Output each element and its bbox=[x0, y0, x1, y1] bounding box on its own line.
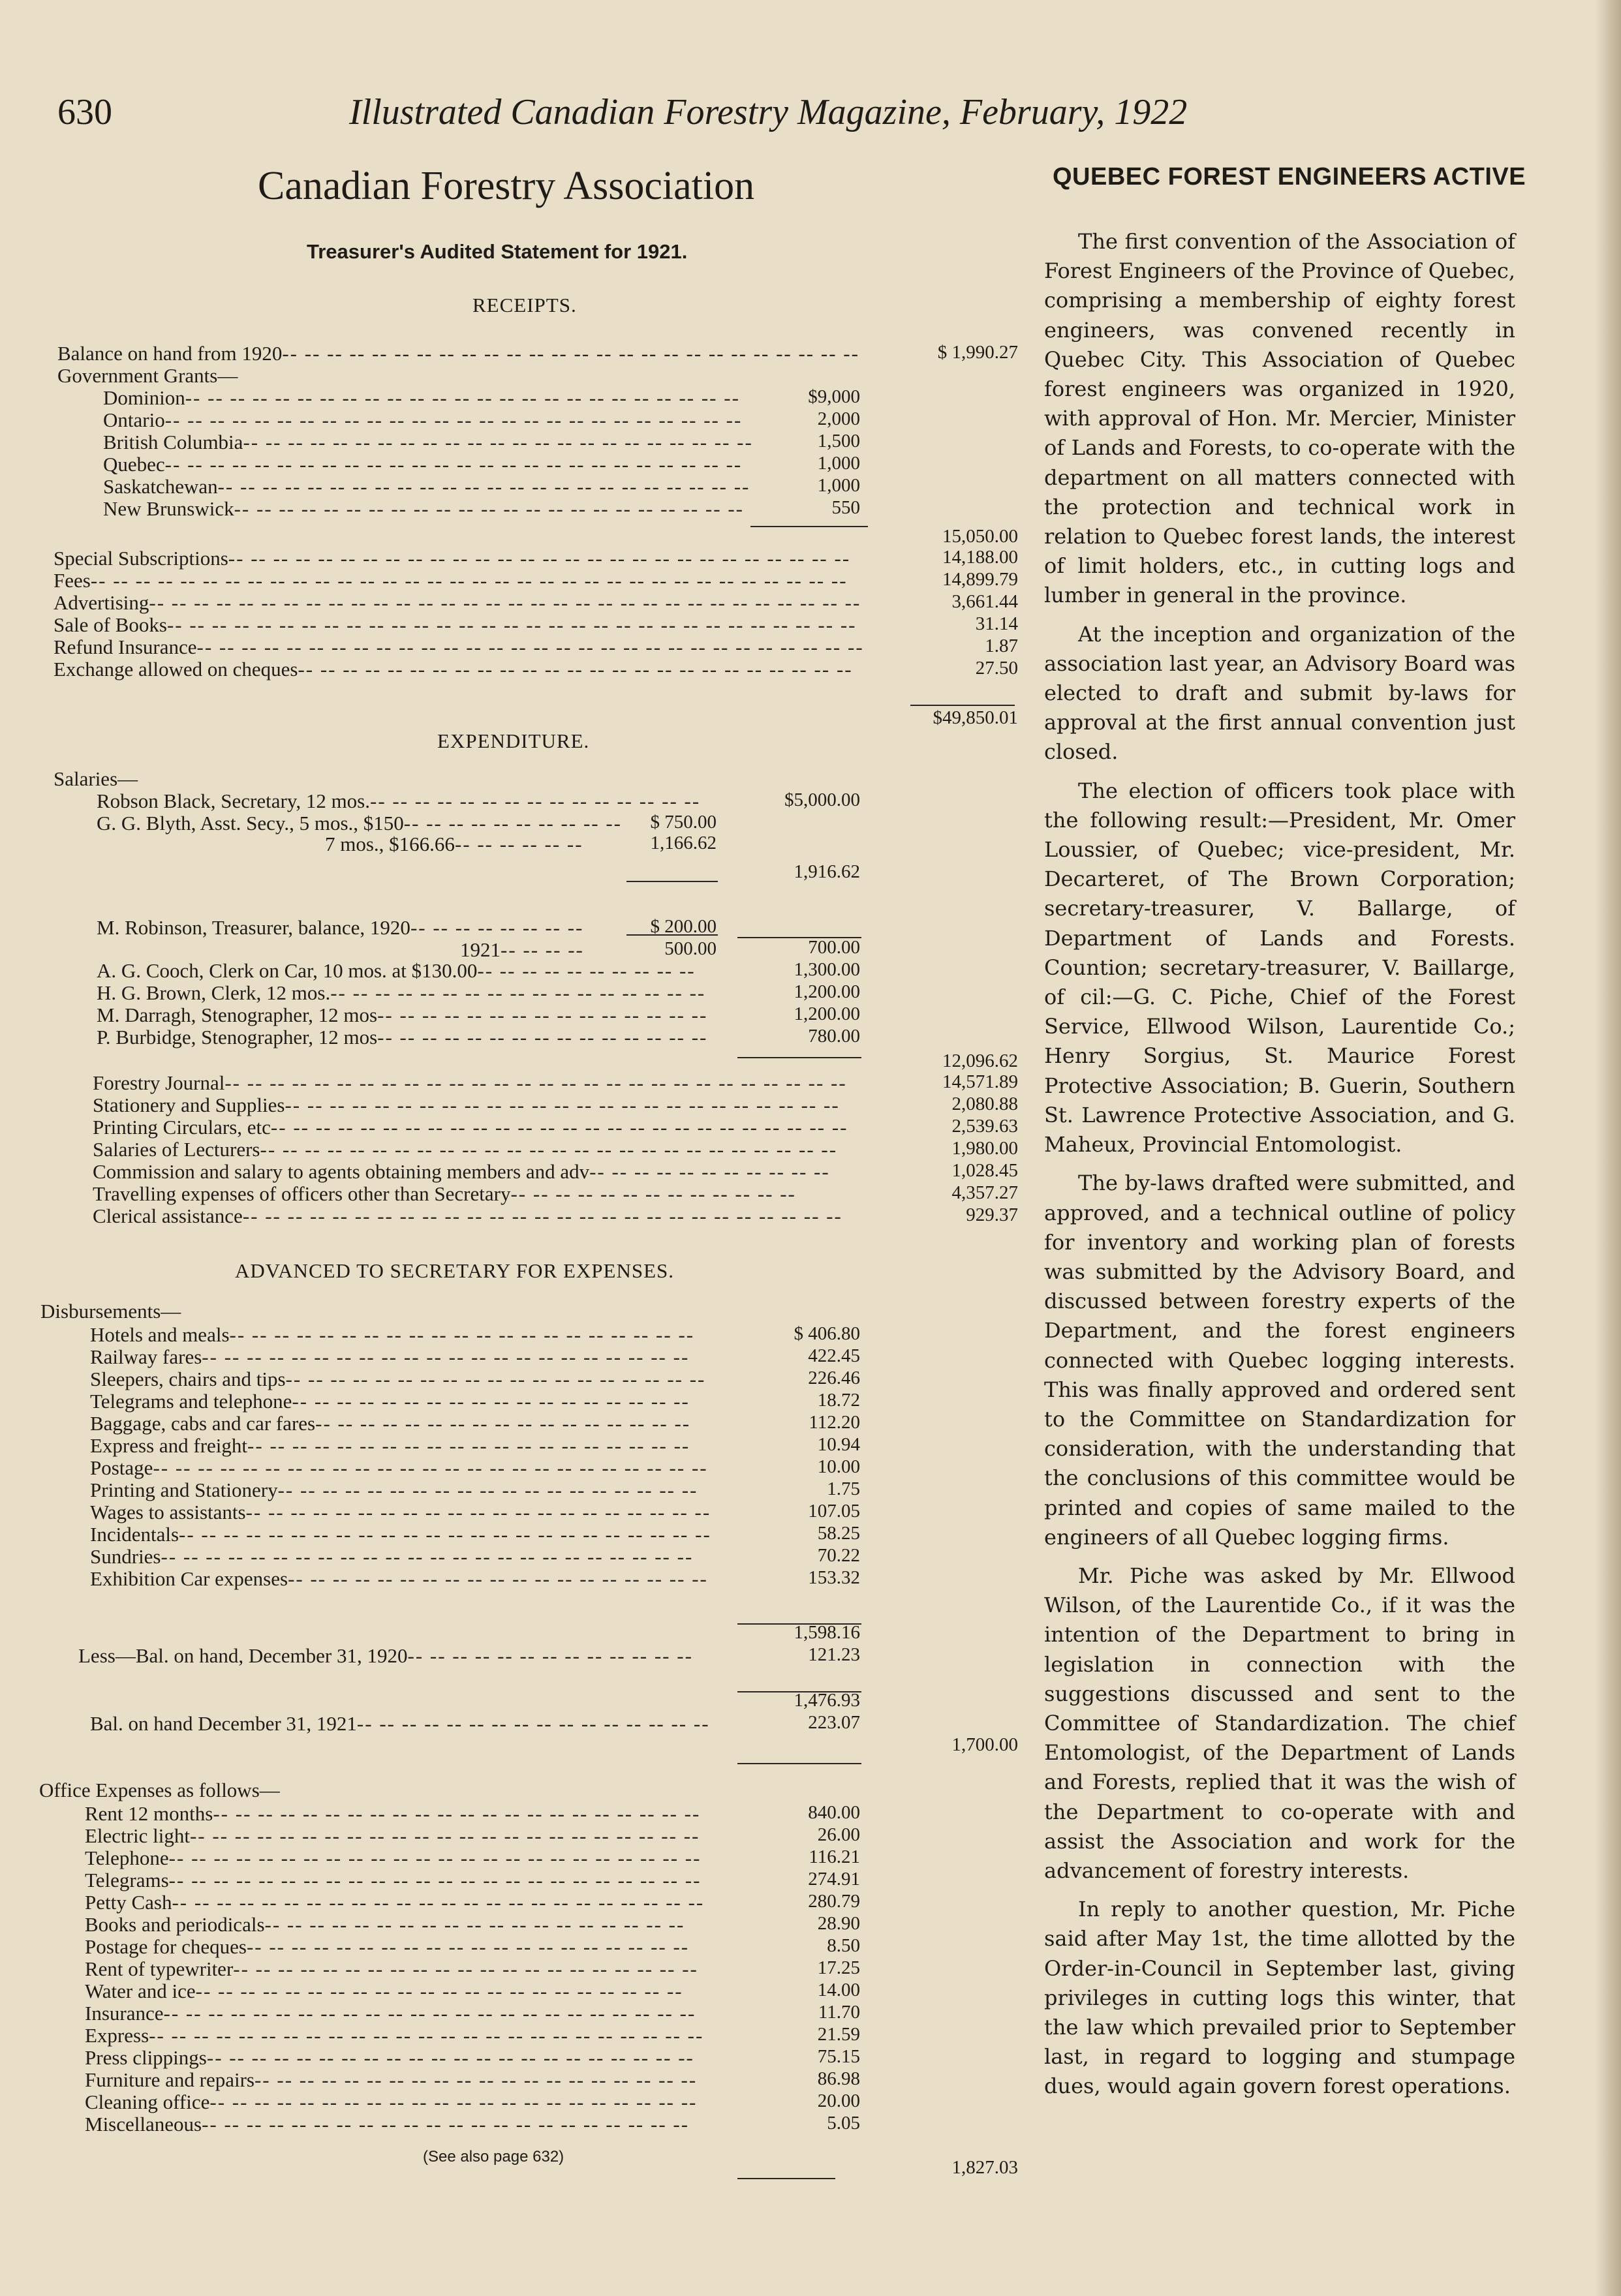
ledger-amount: $ 750.00 bbox=[650, 812, 717, 833]
article-paragraph: The first convention of the Association of Forest Engineers of the Province of Quebec, comprising a membership of eighty forest engineers, was convened recently in Quebec City. This Association of Quebec forest engineers was organized in 1920, with approval of Hon. Mr. Mercier, Minister of Lands and Forests, to co-operate with the department on all matters connected with the protection and technical work in relation to Quebec forest lands, the interest of limit holders, etc., in cutting logs and lumber in general in the province. bbox=[1044, 229, 1515, 608]
ledger-amount: 1,300.00 bbox=[794, 959, 860, 980]
ledger-row-label bbox=[54, 547, 850, 570]
ledger-amount: 4,357.27 bbox=[951, 1182, 1018, 1203]
ledger-row-label bbox=[85, 1869, 701, 1892]
ledger-label-text: Telephone bbox=[85, 1846, 169, 1869]
article-paragraph: At the inception and organization of the association last year, an Advisory Board was elected to draft and submit by-laws for approval at the first annual convention just closed. bbox=[1044, 621, 1515, 765]
ledger-label-text: P. Burbidge, Stenographer, 12 mos bbox=[97, 1026, 378, 1049]
ledger-label-text: M. Robinson, Treasurer, balance, 1920 bbox=[97, 916, 410, 939]
leader-dashes: -- -- -- -- -- -- -- -- -- -- -- -- -- -- -- -- -- -- -- -- -- -- -- -- -- bbox=[285, 1094, 840, 1116]
leader-dashes: -- -- -- -- -- -- -- -- -- -- -- -- -- -- -- -- -- -- -- -- -- -- -- -- -- bbox=[185, 386, 740, 409]
ledger-amount: 280.79 bbox=[808, 1891, 860, 1912]
sum-rule bbox=[737, 937, 861, 938]
ledger-amount: 2,539.63 bbox=[951, 1116, 1018, 1137]
expenditure-heading: EXPENDITURE. bbox=[437, 729, 590, 752]
ledger-amount: 11.70 bbox=[818, 2002, 860, 2023]
leader-dashes: -- -- -- -- -- -- -- -- -- -- -- -- -- -- -- -- -- -- -- -- -- -- -- -- -- -- -- -- -- -- bbox=[196, 635, 864, 658]
ledger-label-text: Printing and Stationery bbox=[90, 1478, 278, 1501]
leader-dashes: -- -- -- -- -- -- -- -- -- -- -- -- -- -- -- -- -- -- -- -- bbox=[247, 1434, 690, 1457]
ledger-row-label bbox=[90, 1345, 689, 1369]
ledger-label-text: Government Grants— bbox=[57, 364, 238, 387]
ledger-row-label bbox=[93, 1138, 837, 1161]
ledger-label-text: Saskatchewan bbox=[103, 475, 218, 498]
leader-dashes: -- -- -- -- -- -- -- -- -- -- -- -- -- -- -- -- -- -- -- -- -- -- -- -- -- -- -- -- bbox=[228, 547, 851, 570]
page-number: 630 bbox=[57, 92, 112, 132]
ledger-row-label bbox=[93, 1094, 840, 1117]
ledger-label-text: Dominion bbox=[103, 386, 185, 409]
ledger-label-text: Sale of Books bbox=[54, 613, 167, 636]
leader-dashes: -- -- -- -- -- -- -- -- -- -- -- -- -- -- -- -- -- -- -- -- -- -- -- -- bbox=[179, 1523, 711, 1546]
ledger-row-label bbox=[54, 613, 856, 637]
ledger-row-label bbox=[90, 1456, 708, 1480]
sum-rule bbox=[910, 705, 1015, 706]
leader-dashes: -- -- -- -- -- -- -- -- -- -- -- -- -- -- -- -- -- -- -- -- -- -- -- -- -- -- bbox=[260, 1138, 838, 1161]
ledger-label-text: Disbursements— bbox=[40, 1300, 181, 1323]
leader-dashes: -- -- -- -- -- -- -- -- -- -- -- -- -- -- -- -- -- -- -- -- -- -- -- -- -- -- -- -- bbox=[224, 1071, 847, 1094]
leader-dashes: -- -- -- -- -- -- -- -- -- -- -- -- -- -- -- -- -- -- -- -- -- -- -- -- bbox=[163, 2002, 696, 2025]
ledger-row-label bbox=[103, 497, 744, 521]
ledger-label-text: Printing Circulars, etc bbox=[93, 1116, 271, 1139]
ledger-label-text: Hotels and meals bbox=[90, 1323, 230, 1346]
ledger-row-label bbox=[93, 1071, 847, 1095]
ledger-amount: 14,188.00 bbox=[942, 547, 1018, 568]
ledger-row-label bbox=[54, 591, 861, 615]
ledger-label-text: British Columbia bbox=[103, 431, 243, 453]
ledger-row-label bbox=[54, 658, 853, 681]
ledger-amount: 27.50 bbox=[975, 658, 1018, 679]
leader-dashes: -- -- -- -- -- -- -- -- -- -- -- -- -- -- -- -- -- -- -- -- -- bbox=[245, 1501, 711, 1523]
ledger-row-label bbox=[90, 1412, 690, 1435]
ledger-label-text: Baggage, cabs and car fares bbox=[90, 1412, 316, 1435]
leader-dashes: -- -- -- -- -- -- -- -- -- -- -- -- -- -- -- -- -- -- -- -- -- -- bbox=[202, 2113, 690, 2135]
footnote: (See also page 632) bbox=[423, 2148, 564, 2166]
ledger-amount: 929.37 bbox=[966, 1204, 1018, 1225]
article-paragraph: Mr. Piche was asked by Mr. Ellwood Wilson, of the Laurentide Co., if it was the intention of the Department to bring in legislation in connection with the suggestions discussed and sent to the Committee of Standardization. The chief Entomologist, of the Department of Lands and Forests, replied that it was the wish of the Department to co-operate with and assist the Association and work for the advancement of forestry interests. bbox=[1044, 1563, 1515, 1883]
leader-dashes: -- -- -- -- -- -- -- -- -- -- -- -- -- -- -- -- -- -- -- -- -- -- -- -- -- bbox=[149, 2024, 704, 2047]
ledger-label-text: Water and ice bbox=[85, 1980, 196, 2002]
sum-rule bbox=[626, 934, 718, 936]
article-paragraph: The by-laws drafted were submitted, and approved, and a technical outline of policy for inventory and working plan of forests was submitted by the Advisory Board, and discussed between forestry experts of the Department, and the forest engineers connected with Quebec logging interests. This was finally approved and ordered sent to the Committee on Standardization for consideration, with the understanding that the conclusions of this committee would be printed and copies of same mailed to the engineers of all Quebec logging firms. bbox=[1044, 1171, 1515, 1550]
ledger-label-text: Special Subscriptions bbox=[54, 547, 228, 570]
ledger-label-text: Railway fares bbox=[90, 1345, 202, 1368]
ledger-row-label bbox=[90, 1390, 690, 1413]
ledger-amount: $5,000.00 bbox=[784, 789, 860, 810]
sum-rule bbox=[750, 526, 868, 527]
ledger-amount: 5.05 bbox=[827, 2113, 860, 2134]
leader-dashes: -- -- -- -- -- -- -- -- -- -- -- -- -- -- -- bbox=[370, 789, 701, 812]
ledger-label-text: Telegrams and telephone bbox=[90, 1390, 292, 1413]
ledger-row-label bbox=[90, 1567, 708, 1591]
ledger-amount: 8.50 bbox=[827, 1935, 860, 1956]
ledger-row-label bbox=[103, 431, 753, 454]
ledger-label-text: Electric light bbox=[85, 1824, 190, 1847]
leader-dashes: -- -- -- -- -- -- -- -- -- -- -- -- -- bbox=[510, 1182, 796, 1205]
leader-dashes: -- -- -- -- -- -- -- -- -- -- -- -- -- -- -- -- -- -- -- -- -- -- -- -- -- -- -- -- -- -- -- bbox=[166, 613, 857, 636]
receipts-heading: RECEIPTS. bbox=[472, 294, 577, 316]
leader-dashes: -- -- -- -- -- -- -- -- -- -- -- -- -- -- -- -- -- -- -- bbox=[264, 1913, 685, 1936]
ledger-row-label bbox=[90, 1501, 711, 1524]
ledger-amount: 550 bbox=[831, 497, 860, 518]
leader-dashes: -- -- -- -- -- -- -- -- -- -- -- -- -- -- -- -- -- -- -- -- -- -- -- -- -- bbox=[153, 1456, 708, 1479]
ledger-row-label bbox=[93, 1182, 796, 1206]
ledger-row-label bbox=[85, 2024, 703, 2047]
ledger-amount: 780.00 bbox=[808, 1026, 860, 1047]
ledger-label-text: Rent of typewriter bbox=[85, 1957, 234, 1980]
leader-dashes: -- -- -- -- -- -- -- -- -- -- -- -- -- -- -- bbox=[377, 1026, 708, 1049]
ledger-row-label bbox=[103, 408, 742, 432]
ledger-row-label bbox=[85, 1824, 700, 1848]
ledger-row-label bbox=[85, 1913, 685, 1936]
ledger-amount: 1,166.62 bbox=[650, 833, 717, 853]
ledger-amount: 14,899.79 bbox=[942, 569, 1018, 590]
leader-dashes: -- -- -- -- -- -- -- -- -- -- -- -- -- -- -- -- -- -- -- bbox=[277, 1478, 698, 1501]
leader-dashes: -- -- -- -- -- -- -- -- bbox=[410, 916, 584, 939]
statement-subtitle: Treasurer's Audited Statement for 1921. bbox=[307, 240, 688, 263]
ledger-label-text: Refund Insurance bbox=[54, 635, 197, 658]
leader-dashes: -- -- -- -- -- -- -- -- -- -- -- -- -- -- -- -- -- -- -- -- -- bbox=[233, 1957, 698, 1980]
ledger-amount: 1,916.62 bbox=[794, 861, 860, 882]
ledger-label-text: Exchange allowed on cheques bbox=[54, 658, 298, 681]
ledger-amount: 21.59 bbox=[817, 2024, 860, 2045]
ledger-row-label bbox=[97, 959, 696, 983]
ledger-label-text: 7 mos., $166.66 bbox=[325, 833, 455, 855]
leader-dashes: -- -- -- -- -- -- -- -- -- -- -- -- -- -- -- -- -- -- -- -- -- -- bbox=[202, 1345, 690, 1368]
ledger-label-text: Advertising bbox=[54, 591, 149, 614]
ledger-row-label bbox=[85, 2002, 696, 2025]
ledger-label-text: Telegrams bbox=[85, 1869, 169, 1891]
ledger-label-text: Express bbox=[85, 2024, 149, 2047]
ledger-row-label bbox=[90, 1434, 690, 1458]
leader-dashes: -- -- -- -- -- -- -- -- -- -- bbox=[477, 959, 696, 982]
leader-dashes: -- -- -- -- -- -- -- -- -- -- -- -- -- -- -- -- -- -- -- -- -- -- -- bbox=[189, 1824, 700, 1847]
ledger-row-label bbox=[40, 1300, 181, 1323]
leader-dashes: -- -- -- -- bbox=[501, 938, 584, 961]
ledger-row-label bbox=[93, 1204, 842, 1228]
leader-dashes: -- -- -- -- -- -- -- -- -- -- -- bbox=[589, 1160, 830, 1183]
ledger-row-label bbox=[54, 635, 864, 659]
ledger-amount: 14,571.89 bbox=[942, 1071, 1018, 1092]
ledger-label-text: Sleepers, chairs and tips bbox=[90, 1368, 286, 1390]
ledger-amount: 14.00 bbox=[817, 1980, 860, 2000]
ledger-row-label bbox=[103, 386, 740, 410]
leader-dashes: -- -- -- -- -- -- -- -- -- -- -- -- -- -- -- -- -- -- -- -- -- -- -- -- bbox=[168, 1869, 702, 1891]
article-paragraph: In reply to another question, Mr. Piche said after May 1st, the time allotted by the Order-in-Council in September last, giving privileges in cutting logs this winter, that the law which prevailed prior to September last, in regard to logging and stumpage dues, would again govern forest operations. bbox=[1044, 1897, 1515, 2099]
ledger-label-text: Petty Cash bbox=[85, 1891, 172, 1914]
ledger-amount: 1,028.45 bbox=[951, 1160, 1018, 1181]
ledger-label-text: Rent 12 months bbox=[85, 1802, 213, 1825]
sum-rule bbox=[626, 881, 718, 882]
ledger-amount: 116.21 bbox=[809, 1846, 860, 1867]
ledger-amount: 121.23 bbox=[808, 1644, 860, 1665]
ledger-label-text: Robson Black, Secretary, 12 mos. bbox=[97, 789, 370, 812]
leader-dashes: -- -- -- -- -- -- -- -- -- -- -- -- -- -- -- -- -- -- -- -- -- -- -- bbox=[243, 431, 753, 453]
leader-dashes: -- -- -- -- -- -- -- -- -- -- -- -- -- bbox=[407, 1644, 693, 1667]
ledger-label-text: Salaries of Lecturers bbox=[93, 1138, 260, 1161]
ledger-label-text: Salaries— bbox=[54, 767, 138, 790]
ledger-label-text: A. G. Cooch, Clerk on Car, 10 mos. at $130.00 bbox=[97, 959, 478, 982]
ledger-row-label bbox=[103, 453, 742, 476]
leader-dashes: -- -- -- -- -- -- -- -- -- -- -- -- -- -- -- -- -- -- -- -- -- -- -- -- -- -- -- -- -- -- -- -- bbox=[149, 591, 861, 614]
leader-dashes: -- -- -- -- -- -- -- -- -- -- -- -- -- -- -- -- -- -- -- -- bbox=[246, 1935, 690, 1958]
ledger-amount: 1,000 bbox=[817, 475, 860, 496]
ledger-amount: 2,080.88 bbox=[951, 1094, 1018, 1114]
sum-rule bbox=[737, 1691, 861, 1692]
ledger-label-text: Balance on hand from 1920 bbox=[57, 342, 283, 365]
leader-dashes: -- -- -- -- -- -- -- -- -- -- -- -- -- -- -- -- bbox=[356, 1712, 710, 1735]
ledger-amount: 12,096.62 bbox=[942, 1050, 1018, 1071]
ledger-amount: 86.98 bbox=[817, 2068, 860, 2089]
ledger-label-text: Clerical assistance bbox=[93, 1204, 243, 1227]
leader-dashes: -- -- -- -- -- -- -- -- -- -- -- -- -- -- -- -- -- -- -- -- -- -- -- -- bbox=[172, 1891, 705, 1914]
ledger-amount: 1,700.00 bbox=[951, 1734, 1018, 1755]
leader-dashes: -- -- -- -- -- -- -- -- -- -- -- -- -- -- -- -- -- -- -- -- -- -- -- -- bbox=[168, 1846, 702, 1869]
leader-dashes: -- -- -- -- -- -- -- -- -- -- -- -- -- -- -- -- -- -- -- -- -- -- -- -- -- -- bbox=[164, 453, 743, 476]
ledger-row-label bbox=[54, 767, 138, 791]
ledger-row-label bbox=[97, 1026, 707, 1049]
ledger-row-label bbox=[85, 1846, 701, 1870]
ledger-amount: 75.15 bbox=[817, 2046, 860, 2067]
ledger-amount: 1,500 bbox=[817, 431, 860, 452]
ledger-label-text: Insurance bbox=[85, 2002, 164, 2025]
ledger-label-text: Incidentals bbox=[90, 1523, 179, 1546]
ledger-row-label bbox=[57, 342, 859, 365]
ledger-amount: 223.07 bbox=[808, 1712, 860, 1733]
ledger-row-label bbox=[460, 938, 584, 962]
statement-title: Canadian Forestry Association bbox=[258, 164, 755, 208]
ledger-row-label bbox=[325, 833, 583, 856]
ledger-row-label bbox=[97, 812, 622, 835]
ledger-label-text: Quebec bbox=[103, 453, 165, 476]
ledger-amount: 500.00 bbox=[664, 938, 717, 959]
leader-dashes: -- -- -- -- -- -- -- -- -- -- -- -- -- -- -- -- -- bbox=[315, 1412, 691, 1435]
ledger-amount: 1,980.00 bbox=[951, 1138, 1018, 1159]
ledger-label-text: Stationery and Supplies bbox=[93, 1094, 285, 1116]
article-heading: QUEBEC FOREST ENGINEERS ACTIVE bbox=[1053, 163, 1526, 191]
sum-rule bbox=[737, 1623, 861, 1625]
ledger-row-label bbox=[93, 1116, 848, 1139]
article-paragraph: The election of officers took place with the following result:—President, Mr. Omer Loussier, of Quebec; vice-president, Mr. Decarteret, of The Brown Corporation; secretary-treasurer, V. Ballarge, of Department of Lands and Forests. Countion; secretary-treasurer, V. Baillarge, of cil:—G. C. Piche, Chief of the Forest Service, Ellwood Wilson, Laurentide Co.; Henry Sorgius, St. Maurice Forest Protective Association; B. Guerin, Southern St. Lawrence Protective Association, and G. Maheux, Provincial Entomologist. bbox=[1044, 778, 1515, 1157]
ledger-label-text: Sundries bbox=[90, 1545, 161, 1568]
ledger-label-text: Less—Bal. on hand, December 31, 1920 bbox=[78, 1644, 408, 1667]
leader-dashes: -- -- -- -- -- -- -- -- -- -- -- -- -- -- -- -- -- -- -- -- -- -- bbox=[195, 1980, 683, 2002]
ledger-row-label bbox=[85, 1935, 689, 1959]
ledger-label-text: Miscellaneous bbox=[85, 2113, 202, 2135]
ledger-row-label bbox=[103, 475, 750, 498]
leader-dashes: -- -- -- -- -- -- -- -- -- -- -- -- -- -- -- -- -- -- -- -- -- -- -- -- -- -- bbox=[164, 408, 743, 431]
ledger-amount: 153.32 bbox=[808, 1567, 860, 1588]
ledger-row-label bbox=[90, 1712, 710, 1736]
ledger-amount: 1.87 bbox=[985, 635, 1018, 656]
ledger-label-text: Furniture and repairs bbox=[85, 2068, 255, 2091]
leader-dashes: -- -- -- -- -- -- -- -- -- -- -- -- -- -- -- -- -- -- -- -- -- -- -- bbox=[234, 497, 744, 520]
ledger-label-text: Exhibition Car expenses bbox=[90, 1567, 288, 1590]
page-edge-shadow bbox=[1595, 0, 1621, 2296]
ledger-label-text: G. G. Blyth, Asst. Secy., 5 mos., $150 bbox=[97, 812, 404, 834]
advanced-heading: ADVANCED TO SECRETARY FOR EXPENSES. bbox=[235, 1259, 675, 1282]
ledger-amount: 1,827.03 bbox=[951, 2157, 1018, 2178]
ledger-label-text: Cleaning office bbox=[85, 2090, 210, 2113]
ledger-amount: 15,050.00 bbox=[942, 526, 1018, 547]
ledger-row-label bbox=[97, 981, 705, 1005]
leader-dashes: -- -- -- -- -- -- -- -- -- -- -- -- -- -- -- -- -- -- -- bbox=[288, 1567, 708, 1590]
sum-rule bbox=[737, 1057, 861, 1058]
leader-dashes: -- -- -- -- -- -- -- -- -- -- -- -- -- -- -- -- -- -- -- -- bbox=[254, 2068, 698, 2091]
ledger-amount: $49,850.01 bbox=[933, 707, 1018, 728]
ledger-amount: 1.75 bbox=[827, 1478, 860, 1499]
ledger-amount: 1,200.00 bbox=[794, 1003, 860, 1024]
ledger-amount: 10.94 bbox=[817, 1434, 860, 1455]
ledger-amount: 107.05 bbox=[808, 1501, 860, 1522]
ledger-label-text: M. Darragh, Stenographer, 12 mos bbox=[97, 1003, 378, 1026]
ledger-row-label bbox=[97, 789, 700, 813]
ledger-amount: 112.20 bbox=[809, 1412, 860, 1433]
leader-dashes: -- -- -- -- -- -- -- -- -- -- -- -- -- -- -- -- -- -- -- -- -- -- -- -- -- -- bbox=[282, 342, 859, 365]
ledger-amount: 70.22 bbox=[817, 1545, 860, 1566]
ledger-amount: $ 1,990.27 bbox=[937, 342, 1018, 363]
ledger-row-label bbox=[85, 2113, 689, 2136]
ledger-label-text: Commission and salary to agents obtaining members and adv bbox=[93, 1160, 590, 1183]
ledger-label-text: Forestry Journal bbox=[93, 1071, 225, 1094]
ledger-label-text: Office Expenses as follows— bbox=[39, 1779, 280, 1801]
ledger-label-text: Postage for cheques bbox=[85, 1935, 247, 1958]
ledger-row-label bbox=[54, 569, 848, 592]
ledger-row-label bbox=[78, 1644, 693, 1668]
ledger-amount: 274.91 bbox=[808, 1869, 860, 1890]
ledger-label-text: New Brunswick bbox=[103, 497, 234, 520]
leader-dashes: -- -- -- -- -- -- -- -- -- -- -- -- -- -- -- -- -- -- -- -- -- -- bbox=[206, 2046, 694, 2069]
ledger-label-text: Bal. on hand December 31, 1921 bbox=[90, 1712, 357, 1735]
running-header: Illustrated Canadian Forestry Magazine, February, 1922 bbox=[349, 92, 1188, 132]
ledger-label-text: Travelling expenses of officers other than Secretary bbox=[93, 1182, 511, 1205]
ledger-row-label bbox=[90, 1523, 711, 1546]
leader-dashes: -- -- -- -- -- -- -- -- -- -- -- -- -- -- -- -- -- -- -- -- -- -- -- -- bbox=[217, 475, 750, 498]
leader-dashes: -- -- -- -- -- -- -- -- -- -- -- -- -- -- -- -- -- -- bbox=[292, 1390, 690, 1413]
sum-rule bbox=[737, 2178, 835, 2179]
ledger-amount: 840.00 bbox=[808, 1802, 860, 1823]
ledger-row-label bbox=[90, 1323, 694, 1347]
leader-dashes: -- -- -- -- -- -- -- -- -- -- -- -- -- -- -- -- -- -- -- -- -- -- -- -- bbox=[161, 1545, 694, 1568]
ledger-label-text: Fees bbox=[54, 569, 91, 592]
leader-dashes: -- -- -- -- -- -- -- -- -- -- -- -- -- -- -- -- -- -- -- -- -- -- bbox=[213, 1802, 701, 1825]
ledger-row-label bbox=[85, 1957, 698, 1981]
ledger-row-label bbox=[90, 1545, 693, 1569]
sum-rule bbox=[737, 1763, 861, 1764]
ledger-row-label bbox=[90, 1368, 705, 1391]
ledger-amount: 58.25 bbox=[817, 1523, 860, 1544]
leader-dashes: -- -- -- -- -- -- -- -- -- -- -- -- -- -- -- bbox=[377, 1003, 708, 1026]
leader-dashes: -- -- -- -- -- -- -- -- -- -- -- -- -- -- -- -- -- -- -- -- -- -- -- -- -- -- -- -- -- -- -- -- -- -- bbox=[90, 569, 848, 592]
ledger-label-text: Express and freight bbox=[90, 1434, 248, 1457]
ledger-row-label bbox=[85, 2090, 697, 2114]
ledger-amount: 2,000 bbox=[817, 408, 860, 429]
ledger-amount: 17.25 bbox=[817, 1957, 860, 1978]
ledger-amount: 10.00 bbox=[817, 1456, 860, 1477]
article-body bbox=[1044, 227, 1515, 2111]
ledger-row-label bbox=[90, 1478, 698, 1502]
leader-dashes: -- -- -- -- -- -- -- -- -- -- -- -- -- -- -- -- -- -- -- -- -- bbox=[229, 1323, 695, 1346]
leader-dashes: -- -- -- -- -- -- -- -- -- -- bbox=[403, 812, 622, 834]
ledger-row-label bbox=[85, 1980, 683, 2003]
ledger-row-label bbox=[97, 1003, 707, 1027]
ledger-amount: 26.00 bbox=[817, 1824, 860, 1845]
ledger-amount: 18.72 bbox=[817, 1390, 860, 1411]
ledger-row-label bbox=[85, 2046, 694, 2070]
ledger-amount: 226.46 bbox=[808, 1368, 860, 1388]
ledger-amount: $ 200.00 bbox=[650, 916, 717, 937]
ledger-row-label bbox=[85, 2068, 697, 2092]
leader-dashes: -- -- -- -- -- -- -- -- -- -- -- -- -- -- -- -- -- -- -- -- -- -- -- -- -- -- -- bbox=[242, 1204, 842, 1227]
ledger-amount: 3,661.44 bbox=[951, 591, 1018, 612]
ledger-amount: 1,000 bbox=[817, 453, 860, 474]
ledger-label-text: Press clippings bbox=[85, 2046, 207, 2069]
ledger-amount: 1,200.00 bbox=[794, 981, 860, 1002]
ledger-row-label bbox=[97, 916, 583, 940]
leader-dashes: -- -- -- -- -- -- -- -- -- -- -- -- -- -- -- -- -- -- -- -- -- -- -- -- -- -- bbox=[270, 1116, 848, 1139]
ledger-amount: 1,598.16 bbox=[794, 1622, 860, 1643]
ledger-label-text: 1921 bbox=[460, 938, 501, 961]
ledger-amount: 31.14 bbox=[975, 613, 1018, 634]
ledger-row-label bbox=[85, 1802, 700, 1826]
leader-dashes: -- -- -- -- -- -- -- -- -- -- -- -- -- -- -- -- -- bbox=[330, 981, 706, 1004]
leader-dashes: -- -- -- -- -- -- -- -- -- -- -- -- -- -- -- -- -- -- -- -- -- -- bbox=[209, 2090, 698, 2113]
ledger-row-label bbox=[39, 1779, 280, 1802]
ledger-amount: $9,000 bbox=[808, 386, 860, 407]
ledger-row-label bbox=[93, 1160, 830, 1184]
ledger-label-text: H. G. Brown, Clerk, 12 mos. bbox=[97, 981, 331, 1004]
ledger-amount: $ 406.80 bbox=[794, 1323, 860, 1344]
ledger-amount: 28.90 bbox=[817, 1913, 860, 1934]
ledger-amount: 422.45 bbox=[808, 1345, 860, 1366]
ledger-label-text: Wages to assistants bbox=[90, 1501, 246, 1523]
ledger-row-label bbox=[57, 364, 238, 388]
ledger-label-text: Ontario bbox=[103, 408, 165, 431]
ledger-label-text: Postage bbox=[90, 1456, 153, 1479]
ledger-amount: 1,476.93 bbox=[794, 1690, 860, 1711]
leader-dashes: -- -- -- -- -- -- -- -- -- -- -- -- -- -- -- -- -- -- -- -- -- -- -- -- -- bbox=[298, 658, 853, 681]
ledger-amount: 20.00 bbox=[817, 2090, 860, 2111]
leader-dashes: -- -- -- -- -- -- -- -- -- -- -- -- -- -- -- -- -- -- -- bbox=[285, 1368, 706, 1390]
ledger-label-text: Books and periodicals bbox=[85, 1913, 265, 1936]
leader-dashes: -- -- -- -- -- -- bbox=[454, 833, 583, 855]
ledger-amount: 700.00 bbox=[808, 937, 860, 958]
ledger-row-label bbox=[85, 1891, 704, 1914]
